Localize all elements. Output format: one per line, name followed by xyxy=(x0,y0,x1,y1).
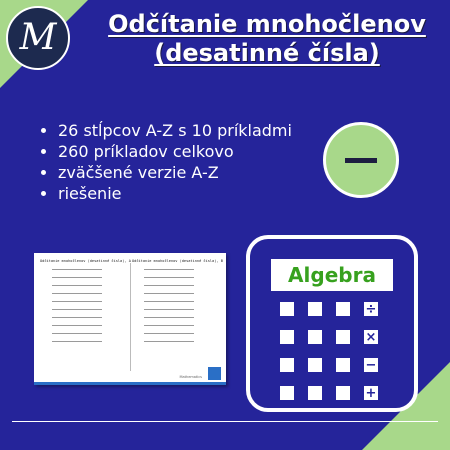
title-line-1: Odčítanie mnohočlenov xyxy=(108,10,426,38)
exercise-line xyxy=(52,285,102,286)
exercise-line xyxy=(144,325,194,326)
exercise-line xyxy=(52,317,102,318)
exercise-line xyxy=(144,341,194,342)
exercise-line xyxy=(144,333,194,334)
worksheet-footer-text: Mathematics xyxy=(179,375,202,379)
worksheet-divider xyxy=(130,263,131,371)
feature-item: • 260 príkladov celkovo xyxy=(58,141,298,162)
calculator-key xyxy=(336,330,350,344)
calculator-key xyxy=(280,358,294,372)
exercise-line xyxy=(52,341,102,342)
exercise-line xyxy=(52,309,102,310)
calculator-key xyxy=(280,330,294,344)
worksheet-preview xyxy=(34,253,226,385)
multiply-key: × xyxy=(365,329,377,345)
page-title xyxy=(100,10,434,68)
calculator-key xyxy=(280,302,294,316)
brand-logo xyxy=(6,6,70,70)
exercise-line xyxy=(144,317,194,318)
calculator-key xyxy=(280,386,294,400)
calculator-key xyxy=(308,386,322,400)
logo-letter: M xyxy=(19,17,57,58)
bottom-divider xyxy=(12,421,438,422)
title-line-2: (desatinné čísla) xyxy=(154,39,380,67)
exercise-line xyxy=(144,301,194,302)
minus-badge xyxy=(323,122,399,198)
exercise-line xyxy=(144,309,194,310)
calculator-key xyxy=(308,330,322,344)
feature-item: • 26 stĺpcov A-Z s 10 príkladmi xyxy=(58,120,298,141)
minus-key: − xyxy=(365,357,377,373)
calculator-display-text: Algebra xyxy=(288,263,376,287)
calculator-key xyxy=(336,302,350,316)
divide-key: ÷ xyxy=(365,301,377,317)
exercise-line xyxy=(52,325,102,326)
exercise-line xyxy=(52,269,102,270)
feature-item: • riešenie xyxy=(58,183,298,204)
minus-icon xyxy=(345,158,377,163)
worksheet-column-b xyxy=(132,259,222,349)
worksheet-footer-bar xyxy=(34,382,226,385)
exercise-line xyxy=(52,333,102,334)
exercise-line xyxy=(144,277,194,278)
exercise-line xyxy=(52,293,102,294)
exercise-line xyxy=(144,285,194,286)
exercise-line xyxy=(144,293,194,294)
worksheet-column-a xyxy=(40,259,130,349)
worksheet-column-title: Odčítanie mnohočlenov (desatinné čísla), B xyxy=(132,259,223,263)
exercise-line xyxy=(52,277,102,278)
feature-item: • zväčšené verzie A-Z xyxy=(58,162,298,183)
plus-key: + xyxy=(365,385,377,401)
calculator-key xyxy=(336,386,350,400)
exercise-line xyxy=(52,301,102,302)
calculator-key xyxy=(308,302,322,316)
worksheet-logo-icon xyxy=(208,367,221,380)
calculator-key xyxy=(336,358,350,372)
calculator-illustration xyxy=(246,235,418,412)
calculator-keypad xyxy=(280,302,396,400)
exercise-line xyxy=(144,269,194,270)
calculator-display xyxy=(271,259,393,291)
worksheet-column-title: Odčítanie mnohočlenov (desatinné čísla), A xyxy=(40,259,131,263)
feature-list xyxy=(30,120,298,204)
calculator-key xyxy=(308,358,322,372)
